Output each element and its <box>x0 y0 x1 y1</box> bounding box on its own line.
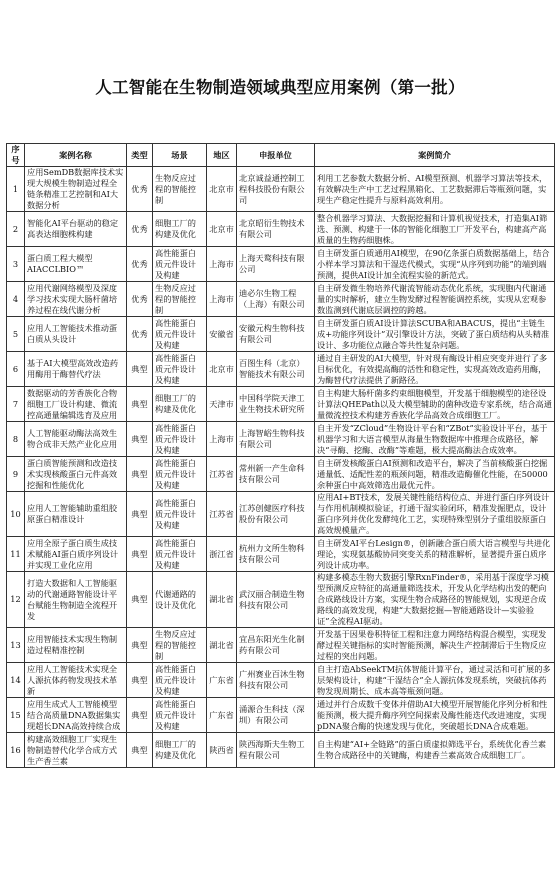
cell-type: 典型 <box>127 663 153 698</box>
cell-type: 优秀 <box>127 167 153 212</box>
table-row <box>7 167 555 212</box>
cell-scene: 高性能蛋白质元件设计及构建 <box>153 698 207 733</box>
cell-scene: 高性能蛋白质元件设计及构建 <box>153 663 207 698</box>
cell-no: 16 <box>7 733 25 768</box>
cell-intro: 整合机器学习算法、大数据挖掘和计算机视觉技术，打造集AI筛选、预测、构建于一体的智能化细胞工厂开发平台，构建高产高质量的生物药细胞株。 <box>315 212 555 247</box>
cell-case-name: 构建高效细胞工厂实现生物制造替代化学合成方式生产香兰素 <box>25 733 127 768</box>
cell-scene: 高性能蛋白质元件设计及构建 <box>153 317 207 352</box>
cell-intro: 自主研发微生物培养代谢流智能动态优化系统，实现胞内代谢通量的实时解析，建立生物发酵过程智能调控系统，实现从宏观参数监测到代谢底层调控的跨越。 <box>315 282 555 317</box>
header-unit: 申报单位 <box>237 144 315 167</box>
cell-type: 优秀 <box>127 212 153 247</box>
cell-no: 8 <box>7 422 25 457</box>
cell-unit: 常州新一产生命科技有限公司 <box>237 457 315 492</box>
table-row <box>7 457 555 492</box>
cell-unit: 武汉丽合制造生物科技有限公司 <box>237 572 315 628</box>
cell-unit: 中国科学院天津工业生物技术研究所 <box>237 387 315 422</box>
cell-case-name: 人工智能驱动酶法高效生物合成非天然产业化应用 <box>25 422 127 457</box>
cell-intro: 自主研发蛋白质AI设计算法SCUBA和ABACUS，提出“主链生成+功能序列设计”双引擎设计方法，突破了蛋白质结构从头精准设计、多功能位点融合等共性复杂问题。 <box>315 317 555 352</box>
cell-no: 4 <box>7 282 25 317</box>
cell-region: 北京市 <box>207 167 237 212</box>
cell-unit: 迪必尔生物工程（上海）有限公司 <box>237 282 315 317</box>
cell-type: 典型 <box>127 537 153 572</box>
header-intro: 案例简介 <box>315 144 555 167</box>
cell-region: 上海市 <box>207 247 237 282</box>
cell-no: 5 <box>7 317 25 352</box>
cell-type: 典型 <box>127 457 153 492</box>
cell-region: 江苏省 <box>207 457 237 492</box>
cell-region: 天津市 <box>207 387 237 422</box>
cell-no: 12 <box>7 572 25 628</box>
cell-case-name: 应用人工智能技术推动蛋白质从头设计 <box>25 317 127 352</box>
cell-intro: 自主研发核酸蛋白AI预测和改造平台，解决了当前核酸蛋白挖掘通量低、适配性差的瓶颈问题，精准改造酶催化性能，在50000余种蛋白中高效筛选出最优元件。 <box>315 457 555 492</box>
cell-scene: 高性能蛋白质元件设计及构建 <box>153 537 207 572</box>
cell-scene: 代谢通路的设计及优化 <box>153 572 207 628</box>
cell-region: 上海市 <box>207 422 237 457</box>
table-row <box>7 212 555 247</box>
cell-region: 安徽省 <box>207 317 237 352</box>
cell-type: 优秀 <box>127 282 153 317</box>
cell-no: 9 <box>7 457 25 492</box>
cell-scene: 高性能蛋白质元件设计及构建 <box>153 352 207 387</box>
cell-region: 广东省 <box>207 698 237 733</box>
table-row <box>7 317 555 352</box>
cell-unit: 上海天鹜科技有限公司 <box>237 247 315 282</box>
cell-intro: 开发基于因果卷积特征工程和注意力网络结构混合模型，实现发酵过程关键指标的实时智能预测，解决生产控制滞后于生物反应过程的突出问题。 <box>315 628 555 663</box>
cell-case-name: 应用全原子蛋白质生成技术赋能AI蛋白质序列设计并实现工业化应用 <box>25 537 127 572</box>
cell-case-name: 应用智能技术实现生物制造过程精准控制 <box>25 628 127 663</box>
header-no: 序号 <box>7 144 25 167</box>
table-row <box>7 492 555 537</box>
cell-no: 2 <box>7 212 25 247</box>
cell-type: 优秀 <box>127 247 153 282</box>
cell-scene: 细胞工厂的构建及优化 <box>153 733 207 768</box>
cell-type: 典型 <box>127 387 153 422</box>
cell-scene: 细胞工厂的构建及优化 <box>153 387 207 422</box>
cell-case-name: 智能化AI平台驱动的稳定高表达细胞株构建 <box>25 212 127 247</box>
cell-unit: 上海智峪生物科技有限公司 <box>237 422 315 457</box>
cell-region: 北京市 <box>207 352 237 387</box>
cell-region: 北京市 <box>207 212 237 247</box>
cell-region: 湖北省 <box>207 628 237 663</box>
cell-no: 11 <box>7 537 25 572</box>
cell-case-name: 蛋白质智能预测和改造技术实现核酸蛋白元件高效挖掘和性能优化 <box>25 457 127 492</box>
table-row <box>7 628 555 663</box>
cell-type: 典型 <box>127 572 153 628</box>
cell-intro: 自主构建“AI+全链路”的蛋白质虚拟筛选平台，系统优化香兰素生物合成路径中的关键酶，构建香兰素高效合成细胞工厂。 <box>315 733 555 768</box>
cell-unit: 杭州力文所生物科技有限公司 <box>237 537 315 572</box>
table-row <box>7 572 555 628</box>
header-name: 案例名称 <box>25 144 127 167</box>
cell-scene: 细胞工厂的构建及优化 <box>153 212 207 247</box>
cell-type: 典型 <box>127 628 153 663</box>
cell-no: 15 <box>7 698 25 733</box>
cell-no: 13 <box>7 628 25 663</box>
cell-no: 6 <box>7 352 25 387</box>
cell-region: 湖北省 <box>207 572 237 628</box>
cell-unit: 百图生科（北京）智能技术有限公司 <box>237 352 315 387</box>
cell-region: 上海市 <box>207 282 237 317</box>
cell-case-name: 打造大数据和人工智能驱动的代谢通路智能设计平台赋能生物制造全流程开发 <box>25 572 127 628</box>
table-row <box>7 422 555 457</box>
cell-no: 7 <box>7 387 25 422</box>
cell-scene: 高性能蛋白质元件设计及构建 <box>153 247 207 282</box>
cell-unit: 安徽元构生物科技有限公司 <box>237 317 315 352</box>
cell-intro: 自主研发蛋白质通用AI模型，在90亿条蛋白质数据基础上，结合小样本学习算法和干湿迭代模式，实现“从序列到功能”的端到端预测，提供AI设计加全流程实验的新范式。 <box>315 247 555 282</box>
cell-scene: 高性能蛋白质元件设计及构建 <box>153 457 207 492</box>
header-type: 类型 <box>127 144 153 167</box>
cell-unit: 江苏创健医疗科技股份有限公司 <box>237 492 315 537</box>
cell-scene: 高性能蛋白质元件设计及构建 <box>153 492 207 537</box>
cell-type: 典型 <box>127 492 153 537</box>
cell-scene: 高性能蛋白质元件设计及构建 <box>153 422 207 457</box>
cell-no: 1 <box>7 167 25 212</box>
cell-unit: 北京昭衍生物技术有限公司 <box>237 212 315 247</box>
table-row <box>7 352 555 387</box>
cell-type: 优秀 <box>127 317 153 352</box>
table-body <box>7 167 555 768</box>
table-row <box>7 247 555 282</box>
cell-case-name: 应用人工智能技术实现全人源抗体药物发现技术革新 <box>25 663 127 698</box>
table-row <box>7 537 555 572</box>
cell-region: 浙江省 <box>207 537 237 572</box>
cell-case-name: 蛋白质工程大模型AIACCLBIO™ <box>25 247 127 282</box>
cell-unit: 北京诚益通控制工程科技股份有限公司 <box>237 167 315 212</box>
cell-case-name: 基于AI大模型高效改造药用酶用于酶替代疗法 <box>25 352 127 387</box>
table-row <box>7 282 555 317</box>
cell-unit: 涌源合生科技（深圳）有限公司 <box>237 698 315 733</box>
cell-case-name: 应用人工智能辅助重组胶原蛋白精准设计 <box>25 492 127 537</box>
header-scene: 场景 <box>153 144 207 167</box>
page-title: 人工智能在生物制造领域典型应用案例（第一批） <box>95 78 465 97</box>
cell-case-name: 应用生成式人工智能模型结合高质量DNA数据集实现超长DNA高效持续合成 <box>25 698 127 733</box>
table-header-row <box>7 144 555 167</box>
cell-no: 3 <box>7 247 25 282</box>
cell-case-name: 应用代谢网络模型及深度学习技术实现大肠杆菌培养过程在线代谢分析 <box>25 282 127 317</box>
cell-scene: 生物反应过程的智能控制 <box>153 628 207 663</box>
cell-region: 江苏省 <box>207 492 237 537</box>
cell-scene: 生物反应过程的智能控制 <box>153 167 207 212</box>
cell-intro: 通过自主研发的AI大模型，针对现有酶设计相应突变并进行了多目标优化，有效提高酶的活性和稳定性，实现高效改造药用酶，为酶替代疗法提供了新路径。 <box>315 352 555 387</box>
table-row <box>7 387 555 422</box>
cell-intro: 自主构建大肠杆菌多约束细胞模型，开发基于细胞模型的途径设计算法QHEPath以及大模型辅助的菌种改造专家系统，结合高通量微流控技术构建芳香族化学品高效合成细胞工厂。 <box>315 387 555 422</box>
cell-type: 典型 <box>127 698 153 733</box>
header-region: 地区 <box>207 144 237 167</box>
cell-case-name: 应用SemDB数据库技术实现大规模生物制造过程全链条精准工艺控制和AI大数据分析 <box>25 167 127 212</box>
cell-unit: 陕西海斯夫生物工程有限公司 <box>237 733 315 768</box>
cell-case-name: 数据驱动的芳香族化合物细胞工厂设计构建、微流控高通量编辑选育及应用 <box>25 387 127 422</box>
cell-intro: 利用工艺参数大数据分析、AI模型预测、机器学习算法等技术，有效解决生产中工艺过程黑箱化、工艺数据滞后等瓶颈问题，实现生产稳定性提升与原料高效利用。 <box>315 167 555 212</box>
table-row <box>7 663 555 698</box>
cell-region: 陕西省 <box>207 733 237 768</box>
cell-intro: 通过并行合成数千变体并借助AI大模型开展智能化序列分析和性能预测，极大提升酶序列空间探索及酶性能迭代改进速度，实现pDNA聚合酶的快速发现与优化，突破超长DNA合成难题。 <box>315 698 555 733</box>
cell-unit: 宜昌东阳光生化制药有限公司 <box>237 628 315 663</box>
cell-intro: 自主研发AI平台Lesign®，创新融合蛋白质大语言模型与共进化理论，实现氨基酸协同突变关系的精准解析，显著提升蛋白质序列设计成功率。 <box>315 537 555 572</box>
cell-intro: 自主开发“ZCloud”生物设计平台和“ZBot”实验设计平台，基于机器学习和大语言模型从海量生物数据库中推理合成路径，解决“寻酶、挖酶、改酶”等难题，极大提高酶法合成效率。 <box>315 422 555 457</box>
cell-no: 14 <box>7 663 25 698</box>
cell-no: 10 <box>7 492 25 537</box>
table-row <box>7 733 555 768</box>
cell-region: 广东省 <box>207 663 237 698</box>
cell-type: 典型 <box>127 733 153 768</box>
case-table <box>6 143 555 768</box>
cell-type: 典型 <box>127 352 153 387</box>
table-row <box>7 698 555 733</box>
cell-intro: 自主打造AbSeekTM抗体智能计算平台，通过灵活和可扩展的多层架构设计，构建“干湿结合”全人源抗体发现系统，突破抗体药物发现周期长、成本高等瓶颈问题。 <box>315 663 555 698</box>
cell-intro: 构建多模态生物大数据引擎RxnFinder®，采用基于深度学习模型预测反应特征的高通量筛选技术，开发从化学结构出发的靶向合成路线设计方案，实现生物合成路径的智能规划，实现逆合成路线的高效发现，构建“大数据挖掘—智能通路设计—实验验证”全流程AI驱动。 <box>315 572 555 628</box>
cell-intro: 应用AI+BT技术，发展关键性能结构位点、并进行蛋白序列设计与作用机制模拟验证，打通干湿实验闭环，精准发掘肥点，设计蛋白序列并优化发酵纯化工艺，实现特殊型别分子重组胶原蛋白高效规模量产。 <box>315 492 555 537</box>
cell-scene: 生物反应过程的智能控制 <box>153 282 207 317</box>
cell-unit: 广州赛业百沐生物科技有限公司 <box>237 663 315 698</box>
cell-type: 典型 <box>127 422 153 457</box>
